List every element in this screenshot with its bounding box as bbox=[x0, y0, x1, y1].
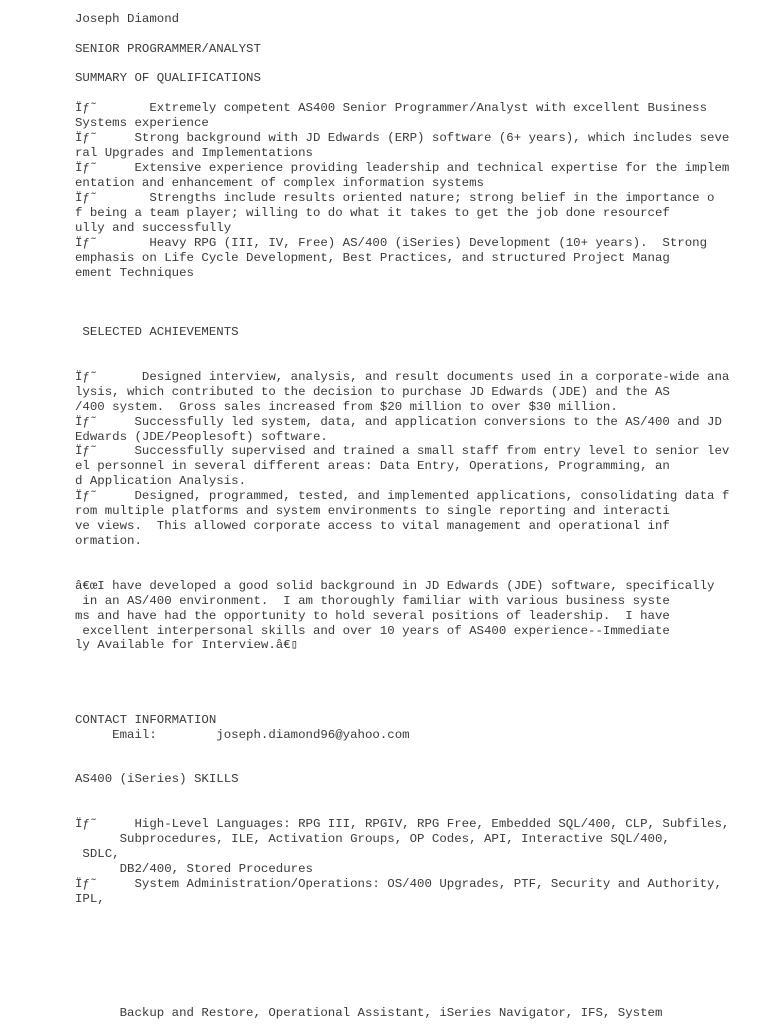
achievement-line: /400 system. Gross sales increased from $20 million to over $30 million. bbox=[75, 400, 618, 414]
summary-line: ement Techniques bbox=[75, 266, 194, 280]
achievement-line: ve views. This allowed corporate access to vital management and operational inf bbox=[75, 519, 670, 533]
candidate-name: Joseph Diamond bbox=[75, 12, 180, 26]
summary-line: Ïƒ˜ Strengths include results oriented nature; strong belief in the importance o bbox=[75, 191, 715, 205]
summary-line: Ïƒ˜ Extremely competent AS400 Senior Programmer/Analyst with excellent Business bbox=[75, 101, 708, 115]
quote-line: â€œI have developed a good solid background in JD Edwards (JDE) software, specifically bbox=[75, 579, 715, 593]
job-title: SENIOR PROGRAMMER/ANALYST bbox=[75, 42, 261, 56]
skills-line: Subprocedures, ILE, Activation Groups, OP Codes, API, Interactive SQL/400, bbox=[75, 832, 670, 846]
summary-heading: SUMMARY OF QUALIFICATIONS bbox=[75, 71, 261, 85]
achievement-line: Ïƒ˜ Successfully supervised and trained a small staff from entry level to senior lev bbox=[75, 444, 730, 458]
skills-line: SDLC, bbox=[75, 847, 120, 861]
achievement-line: lysis, which contributed to the decision to purchase JD Edwards (JDE) and the AS bbox=[75, 385, 670, 399]
skills-line: DB2/400, Stored Procedures bbox=[75, 862, 313, 876]
summary-line: f being a team player; willing to do what it takes to get the job done resourcef bbox=[75, 206, 670, 220]
quote-line: in an AS/400 environment. I am thoroughly familiar with various business syste bbox=[75, 594, 670, 608]
summary-line: entation and enhancement of complex information systems bbox=[75, 176, 484, 190]
skills-line: Ïƒ˜ System Administration/Operations: OS/400 Upgrades, PTF, Security and Authority, bbox=[75, 877, 722, 891]
achievement-line: Ïƒ˜ Successfully led system, data, and application conversions to the AS/400 and JD bbox=[75, 415, 722, 429]
summary-line: ully and successfully bbox=[75, 221, 232, 235]
summary-line: Ïƒ˜ Heavy RPG (III, IV, Free) AS/400 (iSeries) Development (10+ years). Strong bbox=[75, 236, 708, 250]
skills-line: IPL, bbox=[75, 892, 105, 906]
summary-line: Ïƒ˜ Extensive experience providing leadership and technical expertise for the implem bbox=[75, 161, 730, 175]
quote-line: excellent interpersonal skills and over 10 years of AS400 experience--Immediate bbox=[75, 624, 670, 638]
contact-email: Email: joseph.diamond96@yahoo.com bbox=[75, 728, 410, 742]
achievement-line: ormation. bbox=[75, 534, 142, 548]
skills-line: Ïƒ˜ High-Level Languages: RPG III, RPGIV, RPG Free, Embedded SQL/400, CLP, Subfiles, bbox=[75, 817, 730, 831]
achievements-heading: SELECTED ACHIEVEMENTS bbox=[75, 325, 239, 339]
contact-heading: CONTACT INFORMATION bbox=[75, 713, 217, 727]
achievement-line: d Application Analysis. bbox=[75, 474, 247, 488]
achievement-line: el personnel in several different areas: Data Entry, Operations, Programming, an bbox=[75, 459, 670, 473]
summary-line: emphasis on Life Cycle Development, Best Practices, and structured Project Manag bbox=[75, 251, 670, 265]
summary-line: Ïƒ˜ Strong background with JD Edwards (ERP) software (6+ years), which includes seve bbox=[75, 131, 730, 145]
summary-line: ral Upgrades and Implementations bbox=[75, 146, 313, 160]
quote-line: ms and have had the opportunity to hold several positions of leadership. I have bbox=[75, 609, 670, 623]
achievement-line: Ïƒ˜ Designed interview, analysis, and result documents used in a corporate-wide ana bbox=[75, 370, 730, 384]
skills-line: Backup and Restore, Operational Assistant, iSeries Navigator, IFS, System bbox=[75, 1006, 663, 1020]
achievement-line: rom multiple platforms and system environments to single reporting and interacti bbox=[75, 504, 670, 518]
achievement-line: Edwards (JDE/Peoplesoft) software. bbox=[75, 430, 328, 444]
summary-line: Systems experience bbox=[75, 116, 209, 130]
achievement-line: Ïƒ˜ Designed, programmed, tested, and implemented applications, consolidating data f bbox=[75, 489, 730, 503]
quote-line: ly Available for Interview.â€▯ bbox=[75, 638, 299, 652]
skills-heading: AS400 (iSeries) SKILLS bbox=[75, 772, 239, 786]
